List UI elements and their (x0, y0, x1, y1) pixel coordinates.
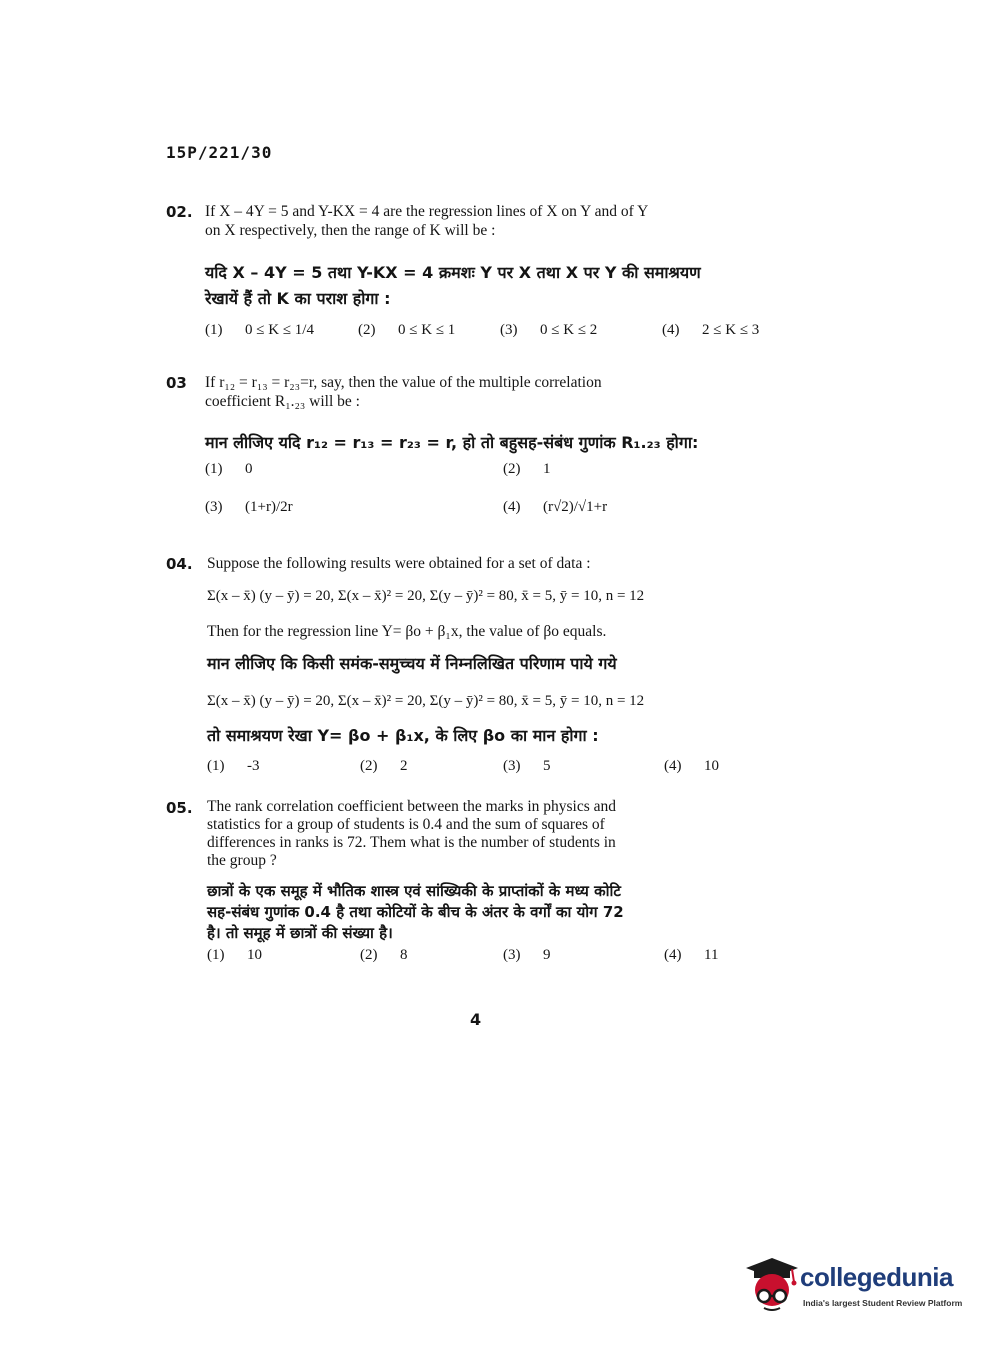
question-number: 03 (166, 374, 187, 392)
question-number: 04. (166, 555, 193, 573)
question-text-en: Suppose the following results were obtained for a set of data : (207, 555, 591, 572)
option: (3) 9 (503, 947, 551, 963)
option: (4) 11 (664, 947, 719, 963)
option: (1) 10 (207, 947, 262, 963)
option: (2) 0 ≤ K ≤ 1 (358, 322, 456, 338)
question-text-en: If X – 4Y = 5 and Y-KX = 4 are the regression lines of X on Y and of Y on X respectively, then the range of K will be : (205, 203, 649, 239)
paper-code: 15P/221/30 (166, 143, 273, 162)
question-text-hi: तो समाश्रयण रेखा Y= βo + β₁x, के लिए βo का मान होगा : (207, 726, 599, 745)
option: (3) 0 ≤ K ≤ 2 (500, 322, 598, 338)
option: (2) 1 (503, 461, 551, 477)
option: (1) 0 ≤ K ≤ 1/4 (205, 322, 314, 338)
formula: Σ(x – x̄) (y – ȳ) = 20, Σ(x – x̄)² = 20, Σ(y – ȳ)² = 80, x̄ = 5, ȳ = 10, n = 12 (207, 588, 645, 604)
option: (4) 10 (664, 758, 719, 774)
option: (3) 5 (503, 758, 551, 774)
option: (2) 2 (360, 758, 408, 774)
option: (1) -3 (207, 758, 260, 774)
student-mascot-icon (742, 1252, 800, 1314)
question-text-hi: मान लीजिए कि किसी समंक-समुच्चय में निम्नलिखित परिणाम पाये गये (207, 654, 617, 673)
question-number: 02. (166, 203, 193, 221)
option: (1) 0 (205, 461, 253, 477)
brand-tagline: India's largest Student Review Platform (803, 1298, 963, 1308)
brand-name: collegedunia (800, 1262, 953, 1292)
option: (4) (r√2)/√1+r (503, 499, 608, 515)
formula: Σ(x – x̄) (y – ȳ) = 20, Σ(x – x̄)² = 20, Σ(y – ȳ)² = 80, x̄ = 5, ȳ = 10, n = 12 (207, 693, 645, 709)
question-text-en: Then for the regression line Y= βo + β₁x, the value of βo equals. (207, 623, 607, 640)
question-text-hi: छात्रों के एक समूह में भौतिक शास्त्र एवं सांख्यिकी के प्राप्तांकों के मध्य कोटि सह-संबंध गुणांक 0.4 है तथा कोटियों के बीच के अंतर के वर्गों का योग 72 है। तो समूह में छात्रों की संख्या है। (207, 882, 624, 942)
option: (4) 2 ≤ K ≤ 3 (662, 322, 760, 338)
question-text-hi: मान लीजिए यदि r₁₂ = r₁₃ = r₂₃ = r, हो तो बहुसह-संबंध गुणांक R₁.₂₃ होगा: (205, 433, 699, 452)
option: (2) 8 (360, 947, 408, 963)
question-text-hi: यदि X – 4Y = 5 तथा Y-KX = 4 क्रमशः Y पर X तथा X पर Y की समाश्रयण रेखायें हैं तो K का पराश होगा : (205, 263, 701, 308)
option: (3) (1+r)/2r (205, 499, 293, 515)
page-number: 4 (470, 1010, 482, 1029)
question-text-en: The rank correlation coefficient between the marks in physics and statistics for a group of students is 0.4 and the sum of squares of differences in ranks is 72. Them what is the number of students in the group ? (207, 798, 617, 869)
question-text-en: If r₁₂ = r₁₃ = r₂₃=r, say, then the value of the multiple correlation coefficient R₁.₂₃ will be : (205, 374, 602, 410)
question-number: 05. (166, 799, 193, 817)
